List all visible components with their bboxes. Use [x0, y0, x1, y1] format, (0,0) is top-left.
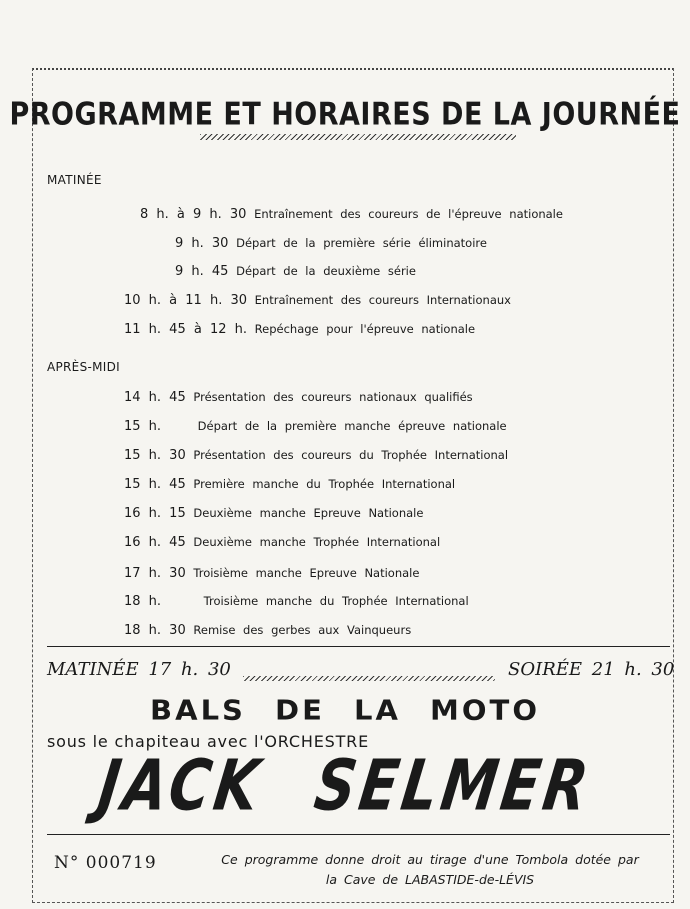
row-text: Deuxième manche Trophée International	[193, 535, 441, 549]
row-time: 17 h. 30	[124, 566, 186, 581]
row-time: 15 h. 45	[124, 477, 186, 492]
schedule-row	[124, 293, 511, 308]
tombola-line: la Cave de LABASTIDE-de-LÉVIS	[325, 872, 535, 887]
row-text: Remise des gerbes aux Vainqueurs	[193, 623, 412, 637]
row-text: Entraînement des coureurs Internationaux	[254, 293, 511, 307]
row-text: Présentation des coureurs nationaux qualifiés	[193, 390, 473, 404]
schedule-row	[124, 390, 473, 405]
row-text: Départ de la deuxième série	[236, 264, 416, 278]
row-time: 18 h. 30	[124, 623, 186, 638]
row-text: Troisième manche Epreuve Nationale	[193, 566, 420, 580]
schedule-row	[124, 566, 419, 581]
matinee-heading: MATINÉE	[47, 173, 102, 187]
schedule-row	[124, 419, 507, 434]
schedule-row	[175, 236, 487, 251]
matinee-time: MATINÉE 17 h. 30	[47, 659, 231, 680]
row-time: 15 h.	[124, 419, 162, 434]
schedule-row	[124, 535, 440, 550]
row-time: 9 h. 30	[175, 236, 229, 251]
schedule-row	[175, 264, 416, 279]
chapiteau-text: sous le chapiteau avec l'ORCHESTRE	[47, 732, 369, 751]
row-text: Première manche du Trophée International	[193, 477, 456, 491]
row-time: 14 h. 45	[124, 390, 186, 405]
schedule-row	[124, 506, 423, 521]
tombola-text	[200, 850, 660, 890]
row-text: Repéchage pour l'épreuve nationale	[254, 322, 476, 336]
tombola-line: Ce programme donne droit au tirage d'une Tombola dotée par	[221, 852, 639, 867]
schedule-row	[140, 207, 563, 222]
row-text: Deuxième manche Epreuve Nationale	[193, 506, 424, 520]
row-time: 8 h. à 9 h. 30	[140, 207, 247, 222]
schedule-row	[124, 594, 469, 609]
divider	[47, 646, 670, 647]
soiree-time: SOIRÉE 21 h. 30	[508, 659, 675, 680]
row-time: 16 h. 45	[124, 535, 186, 550]
row-text: Présentation des coureurs du Trophée International	[193, 448, 509, 462]
row-time: 15 h. 30	[124, 448, 186, 463]
row-text: Entraînement des coureurs de l'épreuve nationale	[254, 207, 563, 221]
row-time: 10 h. à 11 h. 30	[124, 293, 247, 308]
page-title: PROGRAMME ET HORAIRES DE LA JOURNÉE	[9, 96, 681, 133]
schedule-row	[124, 322, 475, 337]
dotted-leader	[243, 676, 495, 681]
row-time: 11 h. 45 à 12 h.	[124, 322, 247, 337]
row-time: 16 h. 15	[124, 506, 186, 521]
title-underline	[200, 134, 516, 140]
schedule-row	[124, 448, 508, 463]
apresmidi-heading: APRÈS-MIDI	[47, 360, 120, 374]
program-number: N° 000719	[54, 853, 157, 873]
row-text: Départ de la première manche épreuve nationale	[197, 419, 507, 433]
bals-heading: BALS DE LA MOTO	[150, 693, 540, 727]
divider	[47, 834, 670, 835]
band-name: JACK SELMER	[93, 745, 597, 828]
row-text: Départ de la première série éliminatoire	[236, 236, 487, 250]
schedule-row	[124, 623, 411, 638]
row-text: Troisième manche du Trophée International	[203, 594, 469, 608]
schedule-row	[124, 477, 455, 492]
row-time: 9 h. 45	[175, 264, 229, 279]
row-time: 18 h.	[124, 594, 162, 609]
